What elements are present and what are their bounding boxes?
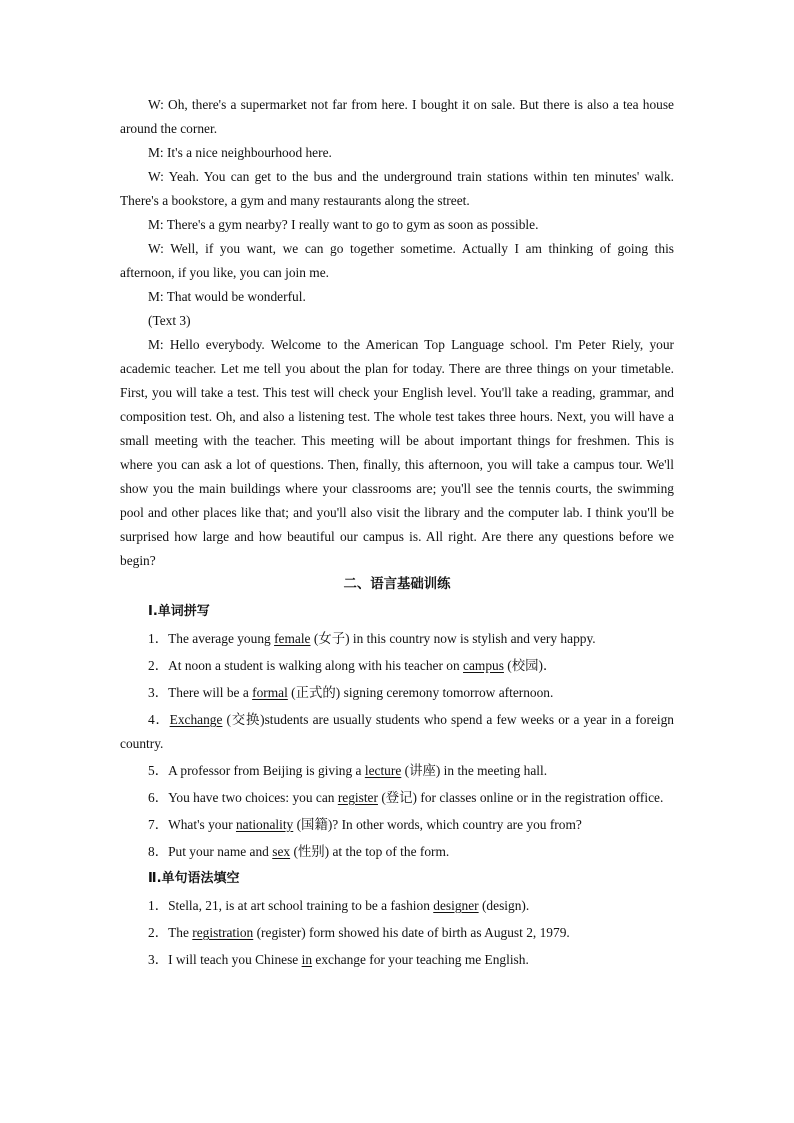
part2-title: Ⅱ.单句语法填空 — [148, 871, 240, 886]
answer: campus — [463, 658, 504, 673]
exercise-item — [120, 708, 674, 756]
exercise-item — [120, 759, 674, 783]
item-text: What's your — [168, 817, 236, 832]
item-text: (登记) for classes online or in the registration office. — [377, 790, 664, 805]
answer: register — [337, 790, 378, 805]
item-number: 7． — [148, 817, 169, 832]
exercise-item — [120, 948, 674, 972]
answer: sex — [272, 844, 291, 859]
dialogue-line: W: Well, if you want, we can go together sometime. Actually I am thinking of going this afternoon, if you like, you can join me. — [120, 241, 674, 280]
exercise-item — [120, 894, 674, 918]
answer: female — [274, 631, 311, 646]
item-text: (交换)students are usually students who spend a few weeks or a year in a foreign country. — [120, 712, 674, 751]
grammar-fill-list — [120, 894, 674, 972]
item-number: 3． — [148, 685, 169, 700]
item-text: A professor from Beijing is giving a — [168, 763, 365, 778]
answer: in — [301, 952, 313, 967]
item-number: 6． — [148, 790, 169, 805]
item-text: The — [168, 925, 193, 940]
item-number: 4． — [148, 712, 170, 727]
part1-title: Ⅰ.单词拼写 — [148, 604, 210, 619]
item-text: exchange for your teaching me English. — [312, 952, 529, 967]
exercise-item — [120, 627, 674, 651]
item-number: 1． — [148, 631, 169, 646]
answer: nationality — [235, 817, 294, 832]
item-number: 2． — [148, 658, 169, 673]
section-title: 二、语言基础训练 — [343, 577, 451, 592]
item-number: 2． — [148, 925, 169, 940]
item-text: Stella, 21, is at art school training to be a fashion — [168, 898, 434, 913]
exercise-item — [120, 921, 674, 945]
answer: designer — [433, 898, 479, 913]
answer: Exchange — [169, 712, 223, 727]
item-text: Put your name and — [168, 844, 273, 859]
answer: registration — [192, 925, 254, 940]
item-text: You have two choices: you can — [168, 790, 338, 805]
item-number: 1． — [148, 898, 169, 913]
item-text: (正式的) signing ceremony tomorrow afternoon. — [287, 685, 554, 700]
dialogue-line: W: Yeah. You can get to the bus and the underground train stations within ten minutes' walk. There's a bookstore, a gym and many restaurants along the street. — [120, 169, 674, 208]
item-text: The average young — [168, 631, 275, 646]
item-number: 5． — [148, 763, 169, 778]
item-text: At noon a student is walking along with his teacher on — [168, 658, 464, 673]
item-text: I will teach you Chinese — [168, 952, 302, 967]
item-text: There will be a — [168, 685, 253, 700]
dialogue-line: M: It's a nice neighbourhood here. — [148, 145, 332, 160]
exercise-item — [120, 681, 674, 705]
item-text: (register) form showed his date of birth as August 2, 1979. — [253, 925, 570, 940]
item-text: (国籍)? In other words, which country are you from? — [293, 817, 582, 832]
dialogue-line: W: Oh, there's a supermarket not far from here. I bought it on sale. But there is also a tea house around the corner. — [120, 97, 674, 136]
answer: formal — [252, 685, 288, 700]
dialogue-line: M: There's a gym nearby? I really want to go to gym as soon as possible. — [148, 217, 539, 232]
item-number: 8． — [148, 844, 169, 859]
exercise-item — [120, 813, 674, 837]
item-number: 3． — [148, 952, 169, 967]
exercise-item — [120, 840, 674, 864]
page-content — [120, 93, 674, 972]
text-label: (Text 3) — [148, 313, 191, 328]
item-text: (讲座) in the meeting hall. — [401, 763, 548, 778]
answer: lecture — [364, 763, 402, 778]
item-text: (校园)． — [503, 658, 557, 673]
item-text: (design). — [478, 898, 530, 913]
item-text: (女子) in this country now is stylish and very happy. — [310, 631, 596, 646]
word-spelling-list — [120, 627, 674, 864]
monologue: M: Hello everybody. Welcome to the American Top Language school. I'm Peter Riely, your academic teacher. Let me tell you about the plan for today. There are three things on your timetable. First, you will take a test. This test will check your English level. You'll take a reading, grammar, and composition test. Oh, and also a listening test. The whole test takes three hours. Next, you will have a small meeting with the teacher. This meeting will be about important things for freshmen. This is where you can ask a lot of questions. Then, finally, this afternoon, you will take a campus tour. We'll show you the main buildings where your classrooms are; you'll see the tennis courts, the swimming pool and other places like that; and you'll also visit the library and the computer lab. I think you'll be surprised how large and how beautiful our campus is. All right. Are there any questions before we begin? — [120, 337, 674, 568]
item-text: (性别) at the top of the form. — [290, 844, 450, 859]
exercise-item — [120, 786, 674, 810]
listening-transcript — [120, 93, 674, 573]
dialogue-line: M: That would be wonderful. — [148, 289, 306, 304]
exercise-item — [120, 654, 674, 678]
